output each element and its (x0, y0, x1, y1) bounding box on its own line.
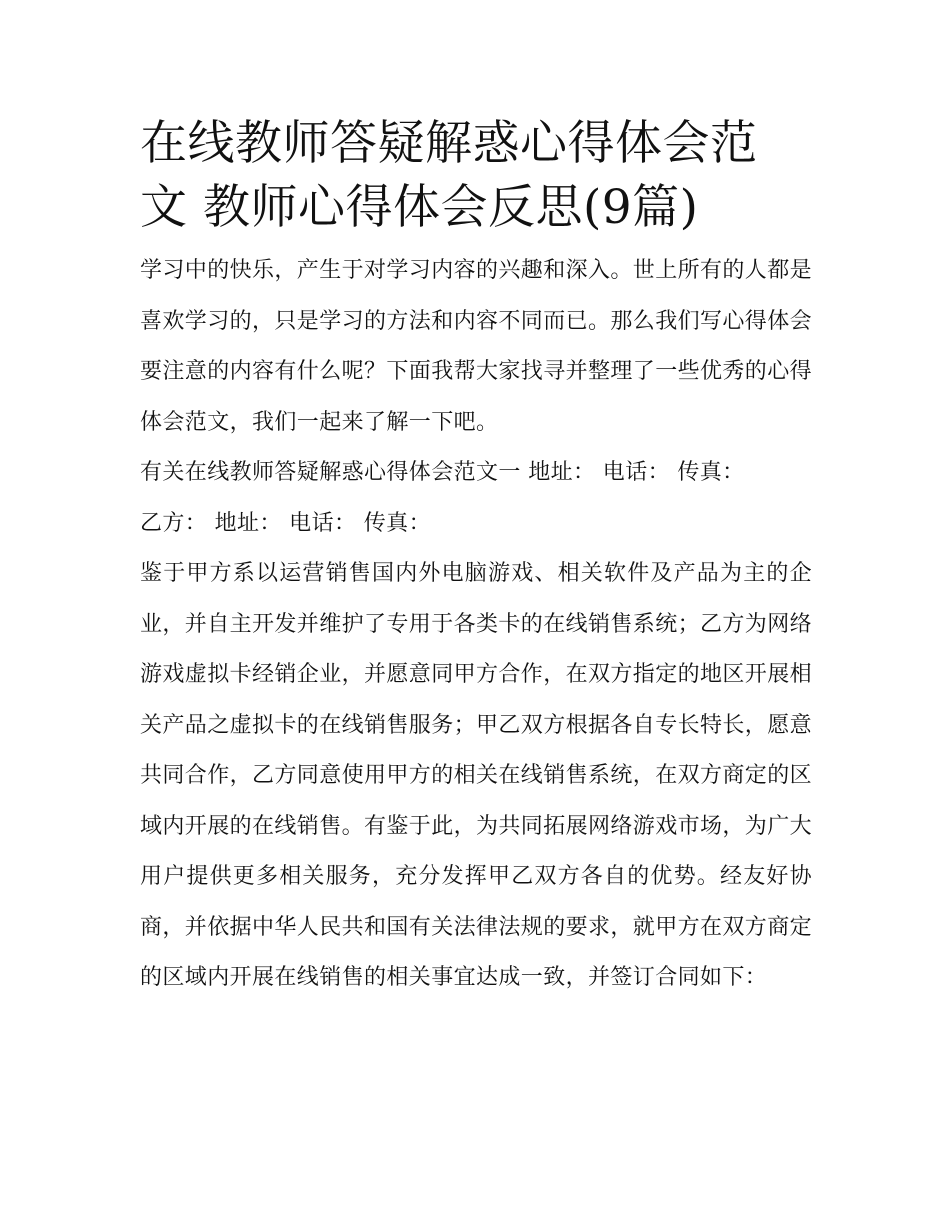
document-title: 在线教师答疑解惑心得体会范文 教师心得体会反思(9篇) (140, 116, 758, 235)
document-content (140, 112, 820, 1004)
party-a-info-paragraph: 有关在线教师答疑解惑心得体会范文一 地址： 电话： 传真： (140, 460, 745, 485)
party-b-info-paragraph: 乙方： 地址： 电话： 传真： (140, 510, 431, 536)
contract-preamble-paragraph: 鉴于甲方系以运营销售国内外电脑游戏、相关软件及产品为主的企业，并自主开发并维护了专用于各类卡的在线销售系统；乙方为网络游戏虚拟卡经销企业，并愿意同甲方合作，在双方指定的地区开展相关产品之虚拟卡的在线销售服务；甲乙双方根据各自专长特长，愿意共同合作，乙方同意使用甲方的相关在线销售系统，在双方商定的区域内开展的在线销售。有鉴于此，为共同拓展网络游戏市场，为广大用户提供更多相关服务，充分发挥甲乙双方各自的优势。经友好协商，并依据中华人民共和国有关法律法规的要求，就甲方在双方商定的区域内开展在线销售的相关事宜达成一致，并签订合同如下： (140, 561, 813, 990)
intro-paragraph: 学习中的快乐，产生于对学习内容的兴趣和深入。世上所有的人都是喜欢学习的，只是学习的方法和内容不同而已。那么我们写心得体会要注意的内容有什么呢？下面我帮大家找寻并整理了一些优秀的心得体会范文，我们一起来了解一下吧。 (140, 258, 813, 435)
